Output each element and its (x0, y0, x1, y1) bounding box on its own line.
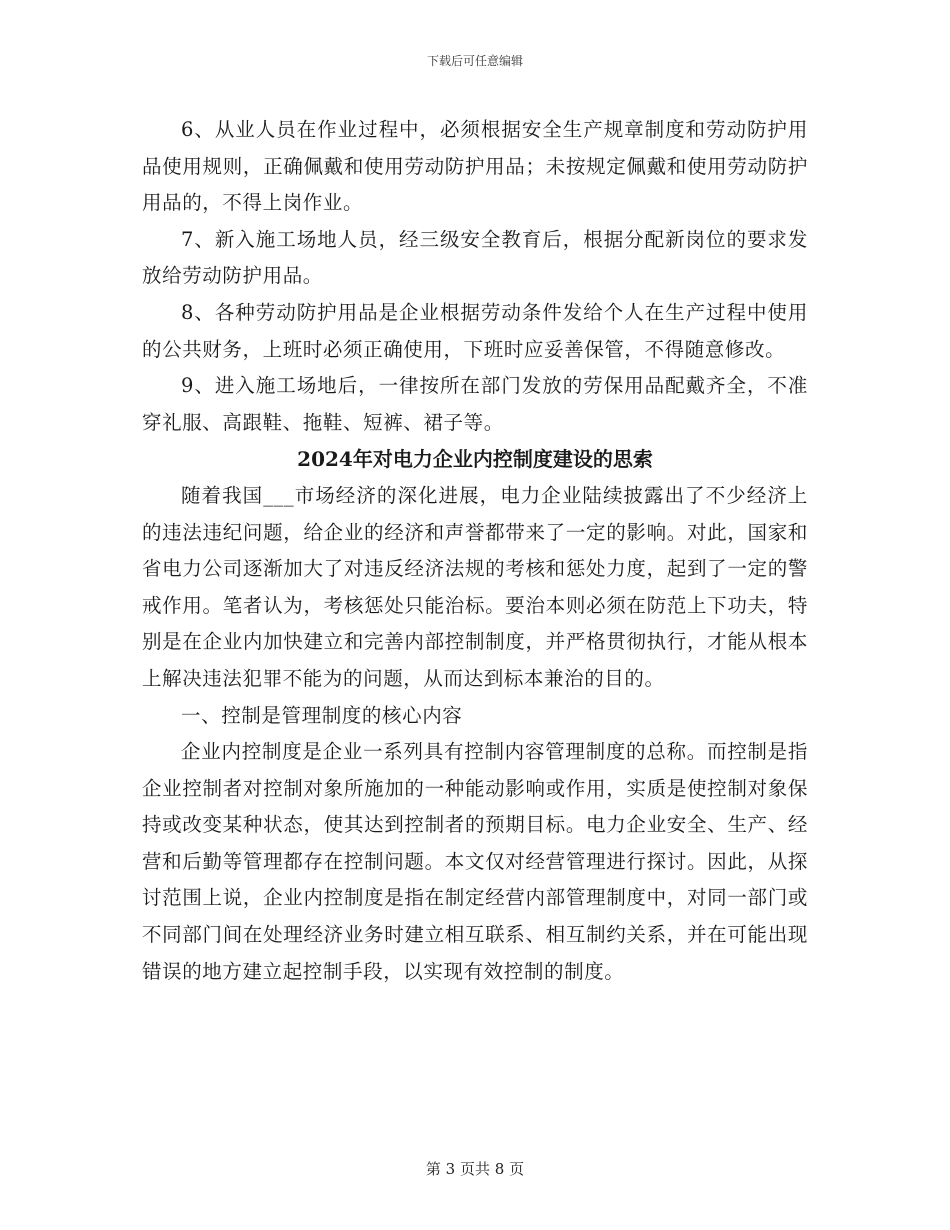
article-intro-paragraph: 随着我国___市场经济的深化进展，电力企业陆续披露出了不少经济上的违法违纪问题，给企业的经济和声誉都带来了一定的影响。对此，国家和省电力公司逐渐加大了对违反经济法规的考核和惩处力度，起到了一定的警戒作用。笔者认为，考核惩处只能治标。要治本则必须在防范上下功夫，特别是在企业内加快建立和完善内部控制制度，并严格贯彻执行，才能从根本上解决违法犯罪不能为的问题，从而达到标本兼治的目的。 (142, 483, 808, 690)
paragraph-item-8: 8、各种劳动防护用品是企业根据劳动条件发给个人在生产过程中使用的公共财务，上班时必须正确使用，下班时应妥善保管，不得随意修改。 (142, 300, 808, 361)
paragraph-item-9: 9、进入施工场地后，一律按所在部门发放的劳保用品配戴齐全，不准穿礼服、高跟鞋、拖鞋、短裤、裙子等。 (142, 374, 808, 434)
page-header: 下载后可任意编辑 (426, 54, 523, 68)
section-paragraph: 企业内控制度是企业一系列具有控制内容管理制度的总称。而控制是指企业控制者对控制对象所施加的一种能动影响或作用，实质是使控制对象保持或改变某种状态，使其达到控制者的预期目标。电力企业安全、生产、经营和后勤等管理都存在控制问题。本文仅对经营管理进行探讨。因此，从探讨范围上说，企业内控制度是指在制定经营内部管理制度中，对同一部门或不同部门间在处理经济业务时建立相互联系、相互制约关系，并在可能出现错误的地方建立起控制手段，以实现有效控制的制度。 (142, 740, 808, 983)
document-body (142, 112, 808, 990)
paragraph-item-6: 6、从业人员在作业过程中，必须根据安全生产规章制度和劳动防护用品使用规则，正确佩戴和使用劳动防护用品；未按规定佩戴和使用劳动防护用品的，不得上岗作业。 (142, 118, 808, 215)
page-number: 第 3 页共 8 页 (425, 1160, 525, 1178)
paragraph-item-7: 7、新入施工场地人员，经三级安全教育后，根据分配新岗位的要求发放给劳动防护用品。 (142, 227, 808, 288)
section-heading: 一、控制是管理制度的核心内容 (181, 703, 463, 727)
article-title: 2024年对电力企业内控制度建设的思索 (297, 447, 653, 472)
